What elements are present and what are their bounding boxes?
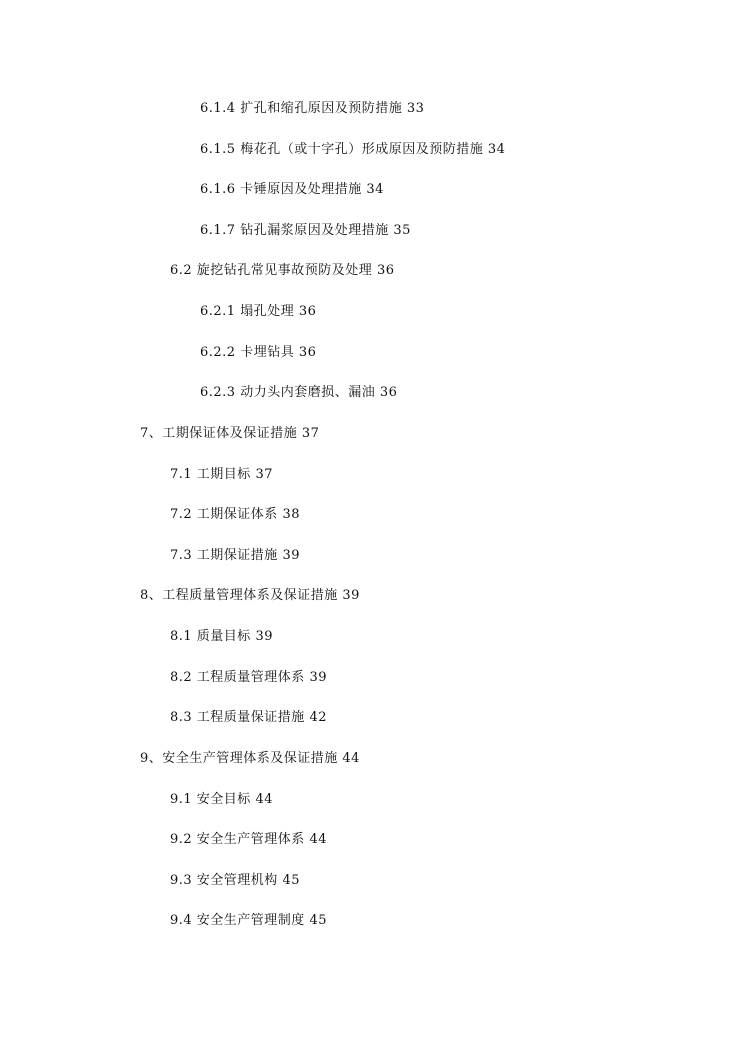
toc-entry-6-2-2[interactable]: 6.2.2 卡埋钻具 36 (200, 345, 317, 360)
toc-entry-7-3[interactable]: 7.3 工期保证措施 39 (170, 548, 300, 563)
toc-entry-6-2-1[interactable]: 6.2.1 塌孔处理 36 (200, 304, 317, 319)
toc-entry-6-1-4[interactable]: 6.1.4 扩孔和缩孔原因及预防措施 33 (200, 101, 425, 116)
toc-entry-7[interactable]: 7、工期保证体及保证措施 37 (140, 426, 320, 441)
toc-entry-9-3[interactable]: 9.3 安全管理机构 45 (170, 873, 300, 888)
toc-entry-6-2[interactable]: 6.2 旋挖钻孔常见事故预防及处理 36 (170, 263, 395, 278)
toc-entry-7-2[interactable]: 7.2 工期保证体系 38 (170, 507, 300, 522)
toc-entry-8[interactable]: 8、工程质量管理体系及保证措施 39 (140, 588, 360, 603)
toc-entry-9[interactable]: 9、安全生产管理体系及保证措施 44 (140, 751, 360, 766)
toc-entry-9-2[interactable]: 9.2 安全生产管理体系 44 (170, 832, 327, 847)
toc-entry-6-2-3[interactable]: 6.2.3 动力头内套磨损、漏油 36 (200, 385, 398, 400)
toc-entry-6-1-5[interactable]: 6.1.5 梅花孔（或十字孔）形成原因及预防措施 34 (200, 142, 506, 157)
toc-entry-8-1[interactable]: 8.1 质量目标 39 (170, 629, 273, 644)
toc-entry-7-1[interactable]: 7.1 工期目标 37 (170, 467, 273, 482)
toc-entry-6-1-6[interactable]: 6.1.6 卡锤原因及处理措施 34 (200, 182, 384, 197)
toc-entry-9-1[interactable]: 9.1 安全目标 44 (170, 792, 273, 807)
toc-entry-8-3[interactable]: 8.3 工程质量保证措施 42 (170, 710, 327, 725)
toc-entry-6-1-7[interactable]: 6.1.7 钻孔漏浆原因及处理措施 35 (200, 223, 411, 238)
toc-entry-8-2[interactable]: 8.2 工程质量管理体系 39 (170, 670, 327, 685)
toc-entry-9-4[interactable]: 9.4 安全生产管理制度 45 (170, 913, 327, 928)
